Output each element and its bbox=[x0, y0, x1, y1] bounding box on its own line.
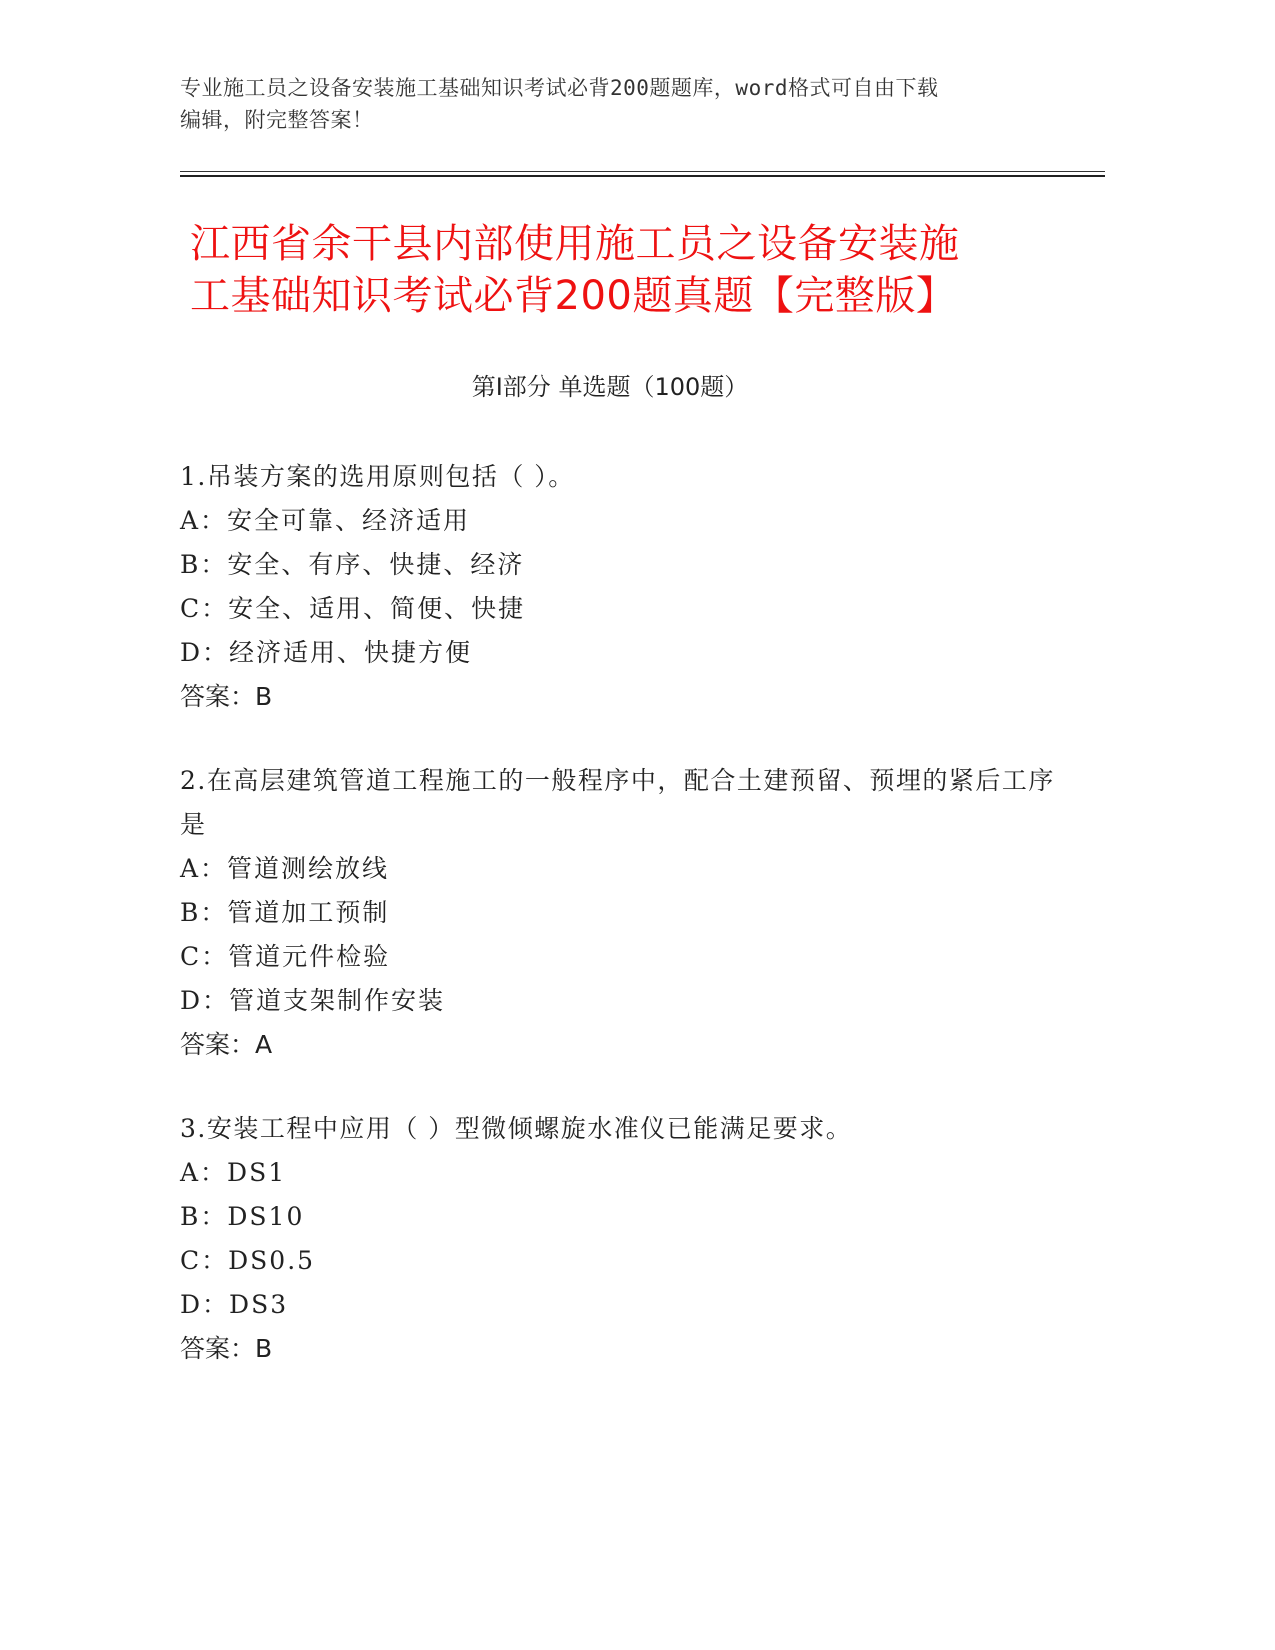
section-heading: 第Ⅰ部分 单选题（100题） bbox=[471, 373, 749, 401]
option-c: C：安全、适用、简便、快捷 bbox=[180, 594, 526, 623]
answer: 答案：B bbox=[180, 682, 273, 711]
header-note-line-2: 编辑，附完整答案！ bbox=[180, 108, 374, 132]
question-stem: 3.安装工程中应用（ ）型微倾螺旋水准仪已能满足要求。 bbox=[180, 1114, 853, 1143]
question-stem: 2.在高层建筑管道工程施工的一般程序中，配合土建预留、预埋的紧后工序是 bbox=[180, 766, 1055, 839]
document-title-line-2: 工基础知识考试必背200题真题【完整版】 bbox=[190, 273, 957, 319]
question-list bbox=[180, 455, 1060, 1411]
option-a: A：DS1 bbox=[180, 1158, 287, 1187]
question-2 bbox=[180, 759, 1060, 1067]
question-stem: 1.吊装方案的选用原则包括（ ）。 bbox=[180, 462, 575, 491]
header-rule-top bbox=[180, 171, 1105, 172]
option-b: B：DS10 bbox=[180, 1202, 305, 1231]
option-d: D：管道支架制作安装 bbox=[180, 986, 446, 1015]
document-title bbox=[190, 218, 1070, 322]
header-note bbox=[180, 72, 1060, 136]
header-rule-bottom bbox=[180, 175, 1105, 177]
option-b: B：安全、有序、快捷、经济 bbox=[180, 550, 525, 579]
option-c: C：DS0.5 bbox=[180, 1246, 316, 1275]
option-a: A：管道测绘放线 bbox=[180, 854, 390, 883]
option-d: D：DS3 bbox=[180, 1290, 289, 1319]
option-a: A：安全可靠、经济适用 bbox=[180, 506, 471, 535]
option-d: D：经济适用、快捷方便 bbox=[180, 638, 473, 667]
header-note-line-1: 专业施工员之设备安装施工基础知识考试必背200题题库，word格式可自由下载 bbox=[180, 76, 939, 100]
option-b: B：管道加工预制 bbox=[180, 898, 390, 927]
question-3 bbox=[180, 1107, 1060, 1371]
option-c: C：管道元件检验 bbox=[180, 942, 391, 971]
document-title-line-1: 江西省余干县内部使用施工员之设备安装施 bbox=[190, 221, 960, 267]
question-1 bbox=[180, 455, 1060, 719]
answer: 答案：A bbox=[180, 1030, 273, 1059]
answer: 答案：B bbox=[180, 1334, 273, 1363]
